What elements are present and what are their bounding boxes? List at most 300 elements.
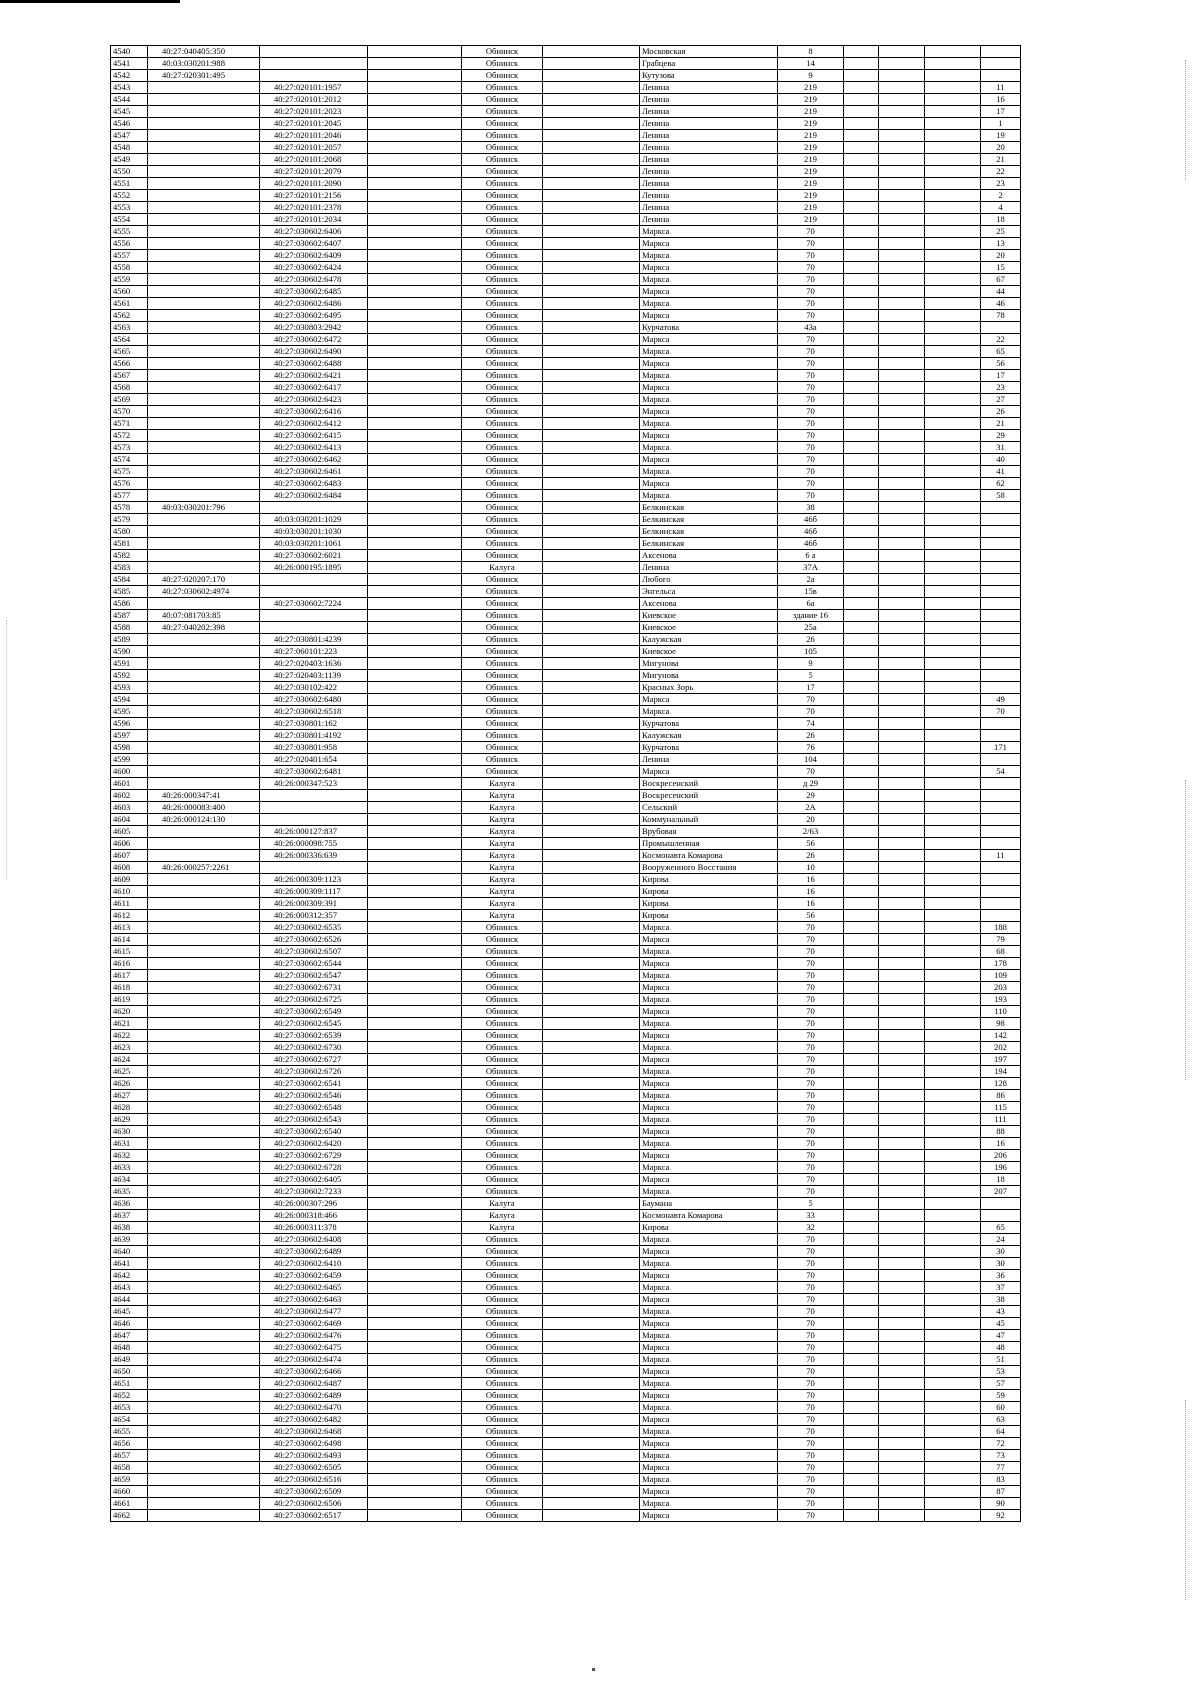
street-cell: Кирова [640,910,778,922]
street-cell: Маркса [640,1354,778,1366]
table-row [111,1378,1021,1390]
street-cell: Курчатова [640,742,778,754]
land-cadastral-number-cell [148,1486,260,1498]
empty-cell [368,1426,462,1438]
object-cadastral-number-cell: 40:27:030602:6535 [260,922,368,934]
city-cell: Обнинск [462,190,543,202]
house-number-cell: 70 [778,418,844,430]
street-cell: Врубовая [640,826,778,838]
street-cell: Маркса [640,1150,778,1162]
empty-cell [879,490,925,502]
land-cadastral-number-cell [148,550,260,562]
land-cadastral-number-cell [148,670,260,682]
land-cadastral-number-cell [148,514,260,526]
apartment-number-cell: 197 [981,1054,1021,1066]
empty-cell [368,1186,462,1198]
row-number-cell: 4549 [111,154,148,166]
empty-cell [368,754,462,766]
object-cadastral-number-cell: 40:27:030602:6489 [260,1390,368,1402]
apartment-number-cell: 73 [981,1450,1021,1462]
city-cell: Обнинск [462,454,543,466]
land-cadastral-number-cell [148,82,260,94]
row-number-cell: 4543 [111,82,148,94]
object-cadastral-number-cell: 40:27:030602:6405 [260,1174,368,1186]
empty-cell [925,1126,981,1138]
row-number-cell: 4546 [111,118,148,130]
empty-cell [543,790,640,802]
empty-cell [368,898,462,910]
street-cell: Маркса [640,274,778,286]
empty-cell [543,1414,640,1426]
city-cell: Обнинск [462,166,543,178]
row-number-cell: 4584 [111,574,148,586]
empty-cell [844,466,879,478]
empty-cell [543,934,640,946]
empty-cell [925,574,981,586]
city-cell: Обнинск [462,1174,543,1186]
row-number-cell: 4641 [111,1258,148,1270]
object-cadastral-number-cell: 40:27:030602:6420 [260,1138,368,1150]
street-cell: Киевское [640,646,778,658]
empty-cell [879,1390,925,1402]
row-number-cell: 4600 [111,766,148,778]
apartment-number-cell: 57 [981,1378,1021,1390]
street-cell: Калужская [640,634,778,646]
land-cadastral-number-cell [148,1390,260,1402]
house-number-cell: 70 [778,1126,844,1138]
empty-cell [844,838,879,850]
row-number-cell: 4604 [111,814,148,826]
empty-cell [844,1438,879,1450]
table-row [111,274,1021,286]
house-number-cell: 70 [778,1414,844,1426]
empty-cell [844,514,879,526]
city-cell: Обнинск [462,994,543,1006]
street-cell: Маркса [640,1462,778,1474]
empty-cell [543,574,640,586]
apartment-number-cell [981,646,1021,658]
row-number-cell: 4571 [111,418,148,430]
empty-cell [879,1222,925,1234]
object-cadastral-number-cell [260,802,368,814]
empty-cell [925,766,981,778]
house-number-cell: 219 [778,142,844,154]
city-cell: Обнинск [462,670,543,682]
street-cell: Маркса [640,1018,778,1030]
land-cadastral-number-cell [148,454,260,466]
table-row [111,634,1021,646]
house-number-cell: 70 [778,334,844,346]
empty-cell [844,970,879,982]
empty-cell [925,106,981,118]
empty-cell [543,1222,640,1234]
apartment-number-cell: 79 [981,934,1021,946]
street-cell: Маркса [640,1306,778,1318]
empty-cell [925,250,981,262]
empty-cell [844,982,879,994]
object-cadastral-number-cell: 40:27:020101:2079 [260,166,368,178]
object-cadastral-number-cell: 40:27:030602:6731 [260,982,368,994]
street-cell: Грабцевa [640,58,778,70]
empty-cell [879,982,925,994]
object-cadastral-number-cell: 40:27:030602:6412 [260,418,368,430]
table-row [111,1138,1021,1150]
empty-cell [844,118,879,130]
house-number-cell: 219 [778,202,844,214]
empty-cell [368,550,462,562]
empty-cell [879,274,925,286]
house-number-cell: 6 а [778,550,844,562]
land-cadastral-number-cell [148,274,260,286]
empty-cell [879,1342,925,1354]
object-cadastral-number-cell: 40:27:030602:6728 [260,1162,368,1174]
empty-cell [879,1210,925,1222]
table-row [111,874,1021,886]
apartment-number-cell [981,802,1021,814]
row-number-cell: 4662 [111,1510,148,1522]
land-cadastral-number-cell [148,634,260,646]
empty-cell [844,598,879,610]
apartment-number-cell: 23 [981,178,1021,190]
empty-cell [879,394,925,406]
house-number-cell: 70 [778,1102,844,1114]
land-cadastral-number-cell [148,1246,260,1258]
city-cell: Обнинск [462,1342,543,1354]
house-number-cell: 70 [778,466,844,478]
land-cadastral-number-cell [148,1114,260,1126]
table-row [111,382,1021,394]
house-number-cell: 70 [778,1054,844,1066]
object-cadastral-number-cell: 40:27:030602:7224 [260,598,368,610]
empty-cell [925,202,981,214]
house-number-cell: 74 [778,718,844,730]
object-cadastral-number-cell: 40:27:030602:6495 [260,310,368,322]
table-row [111,466,1021,478]
city-cell: Калуга [462,790,543,802]
empty-cell [368,1126,462,1138]
registry-table [110,45,1021,1522]
object-cadastral-number-cell [260,790,368,802]
empty-cell [844,178,879,190]
empty-cell [844,1150,879,1162]
row-number-cell: 4631 [111,1138,148,1150]
city-cell: Обнинск [462,1282,543,1294]
empty-cell [879,1090,925,1102]
street-cell: Ленина [640,178,778,190]
empty-cell [844,790,879,802]
empty-cell [543,1030,640,1042]
empty-cell [879,1354,925,1366]
street-cell: Маркса [640,1330,778,1342]
land-cadastral-number-cell [148,1150,260,1162]
land-cadastral-number-cell: 40:27:040405:350 [148,46,260,58]
empty-cell [543,1102,640,1114]
apartment-number-cell: 88 [981,1126,1021,1138]
land-cadastral-number-cell [148,1222,260,1234]
empty-cell [368,1486,462,1498]
apartment-number-cell: 92 [981,1510,1021,1522]
empty-cell [543,1462,640,1474]
land-cadastral-number-cell [148,994,260,1006]
street-cell: Маркса [640,1042,778,1054]
land-cadastral-number-cell [148,1138,260,1150]
city-cell: Обнинск [462,1186,543,1198]
house-number-cell: 70 [778,994,844,1006]
row-number-cell: 4554 [111,214,148,226]
apartment-number-cell: 193 [981,994,1021,1006]
street-cell: Маркса [640,946,778,958]
empty-cell [879,1414,925,1426]
empty-cell [543,178,640,190]
empty-cell [879,1150,925,1162]
land-cadastral-number-cell [148,1066,260,1078]
empty-cell [879,106,925,118]
empty-cell [844,190,879,202]
table-row [111,598,1021,610]
empty-cell [879,1426,925,1438]
table-row [111,178,1021,190]
land-cadastral-number-cell [148,430,260,442]
row-number-cell: 4587 [111,610,148,622]
empty-cell [879,1186,925,1198]
row-number-cell: 4572 [111,430,148,442]
city-cell: Обнинск [462,1270,543,1282]
empty-cell [844,1414,879,1426]
empty-cell [368,526,462,538]
table-row [111,1282,1021,1294]
house-number-cell: 10 [778,862,844,874]
empty-cell [925,982,981,994]
city-cell: Обнинск [462,1258,543,1270]
object-cadastral-number-cell: 40:26:000336:639 [260,850,368,862]
object-cadastral-number-cell: 40:27:030602:6517 [260,1510,368,1522]
city-cell: Обнинск [462,1462,543,1474]
object-cadastral-number-cell: 40:27:030602:6549 [260,1006,368,1018]
empty-cell [543,130,640,142]
house-number-cell: 70 [778,922,844,934]
land-cadastral-number-cell [148,334,260,346]
house-number-cell: 70 [778,766,844,778]
empty-cell [368,682,462,694]
house-number-cell: 70 [778,1090,844,1102]
empty-cell [925,550,981,562]
city-cell: Калуга [462,802,543,814]
row-number-cell: 4583 [111,562,148,574]
empty-cell [543,190,640,202]
land-cadastral-number-cell [148,1078,260,1090]
street-cell: Маркса [640,1030,778,1042]
table-row [111,238,1021,250]
land-cadastral-number-cell [148,982,260,994]
empty-cell [543,58,640,70]
empty-cell [368,250,462,262]
house-number-cell: 70 [778,1246,844,1258]
object-cadastral-number-cell: 40:27:030602:6474 [260,1354,368,1366]
empty-cell [368,1150,462,1162]
apartment-number-cell: 37 [981,1282,1021,1294]
street-cell: Мигунова [640,658,778,670]
land-cadastral-number-cell: 40:26:000083:400 [148,802,260,814]
empty-cell [543,1450,640,1462]
object-cadastral-number-cell: 40:27:020101:2090 [260,178,368,190]
table-row [111,502,1021,514]
object-cadastral-number-cell: 40:27:030602:6407 [260,238,368,250]
apartment-number-cell: 51 [981,1354,1021,1366]
empty-cell [368,1282,462,1294]
apartment-number-cell: 72 [981,1438,1021,1450]
street-cell: Аксенова [640,550,778,562]
apartment-number-cell: 11 [981,82,1021,94]
house-number-cell: 70 [778,1438,844,1450]
house-number-cell: 70 [778,262,844,274]
empty-cell [844,1282,879,1294]
apartment-number-cell: 2 [981,190,1021,202]
apartment-number-cell: 87 [981,1486,1021,1498]
house-number-cell: 70 [778,946,844,958]
empty-cell [925,262,981,274]
empty-cell [543,754,640,766]
empty-cell [879,790,925,802]
empty-cell [543,202,640,214]
empty-cell [925,1018,981,1030]
empty-cell [879,346,925,358]
empty-cell [844,682,879,694]
city-cell: Обнинск [462,1006,543,1018]
empty-cell [368,994,462,1006]
land-cadastral-number-cell [148,298,260,310]
apartment-number-cell: 78 [981,310,1021,322]
empty-cell [368,214,462,226]
street-cell: Маркса [640,1054,778,1066]
table-row [111,982,1021,994]
table-row [111,958,1021,970]
apartment-number-cell [981,1210,1021,1222]
apartment-number-cell: 98 [981,1018,1021,1030]
row-number-cell: 4596 [111,718,148,730]
apartment-number-cell [981,838,1021,850]
empty-cell [844,502,879,514]
house-number-cell: 219 [778,106,844,118]
apartment-number-cell [981,70,1021,82]
table-row [111,1078,1021,1090]
empty-cell [879,190,925,202]
empty-cell [844,262,879,274]
empty-cell [368,814,462,826]
empty-cell [844,994,879,1006]
land-cadastral-number-cell [148,130,260,142]
land-cadastral-number-cell [148,1450,260,1462]
row-number-cell: 4647 [111,1330,148,1342]
apartment-number-cell [981,634,1021,646]
apartment-number-cell: 171 [981,742,1021,754]
house-number-cell: 219 [778,166,844,178]
table-row [111,370,1021,382]
land-cadastral-number-cell [148,958,260,970]
empty-cell [879,1114,925,1126]
land-cadastral-number-cell [148,1102,260,1114]
empty-cell [543,1162,640,1174]
empty-cell [844,802,879,814]
object-cadastral-number-cell: 40:27:030602:6545 [260,1018,368,1030]
row-number-cell: 4550 [111,166,148,178]
empty-cell [879,814,925,826]
object-cadastral-number-cell: 40:03:030201:1029 [260,514,368,526]
apartment-number-cell: 24 [981,1234,1021,1246]
empty-cell [925,514,981,526]
street-cell: Маркса [640,1138,778,1150]
empty-cell [925,526,981,538]
apartment-number-cell: 18 [981,1174,1021,1186]
empty-cell [368,1498,462,1510]
table-row [111,1210,1021,1222]
row-number-cell: 4656 [111,1438,148,1450]
empty-cell [543,358,640,370]
empty-cell [879,574,925,586]
object-cadastral-number-cell: 40:03:030201:1061 [260,538,368,550]
empty-cell [543,598,640,610]
row-number-cell: 4566 [111,358,148,370]
city-cell: Обнинск [462,526,543,538]
object-cadastral-number-cell [260,586,368,598]
empty-cell [925,658,981,670]
land-cadastral-number-cell [148,214,260,226]
empty-cell [844,1354,879,1366]
apartment-number-cell [981,874,1021,886]
empty-cell [925,1222,981,1234]
object-cadastral-number-cell: 40:27:030602:6481 [260,766,368,778]
apartment-number-cell [981,46,1021,58]
empty-cell [844,1402,879,1414]
house-number-cell: 70 [778,1402,844,1414]
empty-cell [368,82,462,94]
empty-cell [879,910,925,922]
empty-cell [844,718,879,730]
empty-cell [844,130,879,142]
city-cell: Обнинск [462,1162,543,1174]
empty-cell [925,358,981,370]
apartment-number-cell: 49 [981,694,1021,706]
table-row [111,850,1021,862]
object-cadastral-number-cell: 40:27:030602:6466 [260,1366,368,1378]
object-cadastral-number-cell: 40:27:030602:6472 [260,334,368,346]
empty-cell [368,478,462,490]
empty-cell [879,1078,925,1090]
table-row [111,838,1021,850]
row-number-cell: 4617 [111,970,148,982]
object-cadastral-number-cell [260,610,368,622]
row-number-cell: 4575 [111,466,148,478]
empty-cell [925,1078,981,1090]
empty-cell [368,1354,462,1366]
object-cadastral-number-cell: 40:27:020101:2068 [260,154,368,166]
city-cell: Обнинск [462,706,543,718]
city-cell: Обнинск [462,430,543,442]
city-cell: Обнинск [462,334,543,346]
empty-cell [925,1270,981,1282]
row-number-cell: 4624 [111,1054,148,1066]
empty-cell [925,1474,981,1486]
empty-cell [879,862,925,874]
table-row [111,574,1021,586]
house-number-cell: 70 [778,1450,844,1462]
street-cell: Маркса [640,1270,778,1282]
table-row [111,190,1021,202]
table-row [111,1318,1021,1330]
object-cadastral-number-cell: 40:27:030602:6485 [260,286,368,298]
city-cell: Обнинск [462,466,543,478]
land-cadastral-number-cell [148,1210,260,1222]
empty-cell [543,898,640,910]
